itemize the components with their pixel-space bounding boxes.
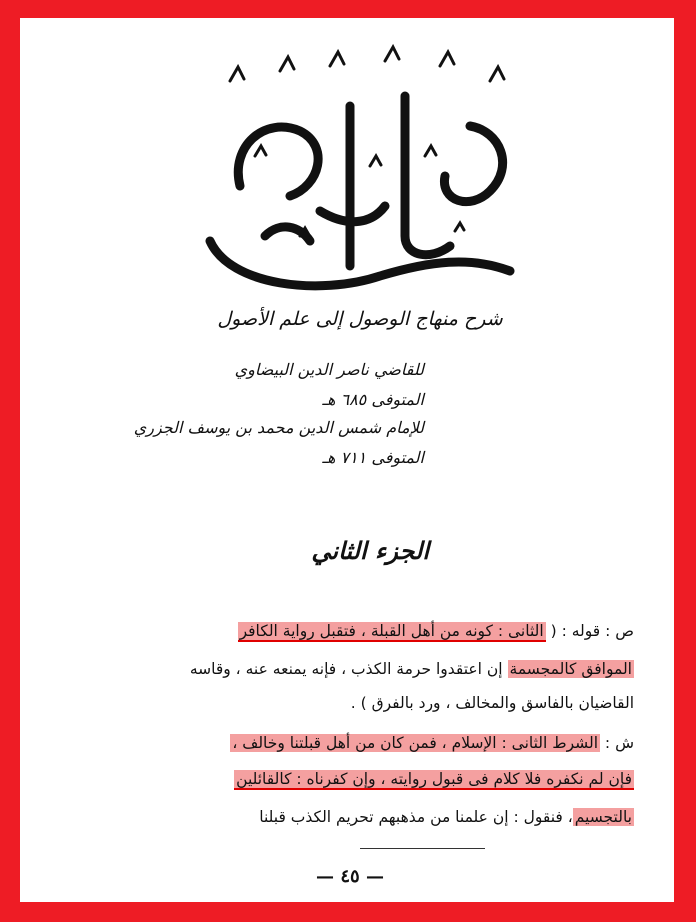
part-title: الجزء الثاني <box>311 536 429 565</box>
text-line-6 <box>75 802 634 832</box>
text-line-5 <box>75 764 634 794</box>
highlighted-text: الشرط الثانى : الإسلام ، فمن كان من أهل قبلتنا وخالف ، <box>232 734 598 752</box>
document-page <box>20 18 674 902</box>
text-line-3: القاضيان بالفاسق والمخالف ، ورد بالفرق ) . <box>350 694 634 712</box>
author2-death: المتوفى ٧١١ هـ <box>322 448 424 467</box>
text-line-1 <box>75 616 634 646</box>
calligraphy-title-art <box>170 36 550 311</box>
author1-death: المتوفى ٦٨٥ هـ <box>322 390 424 409</box>
text-segment: ش : <box>600 734 634 752</box>
highlighted-text: الثانى : كونه من أهل القبلة ، فتقبل رواية الكافر <box>239 622 544 640</box>
author1-name: للقاضي ناصر الدين البيضاوي <box>234 360 424 379</box>
book-subtitle: شرح منهاج الوصول إلى علم الأصول <box>217 308 503 330</box>
author2-name: للإمام شمس الدين محمد بن يوسف الجزري <box>133 418 424 437</box>
footnote-divider <box>360 848 485 849</box>
text-segment: ، فنقول : إن علمنا من مذهبهم تحريم الكذب قبلنا <box>259 808 573 826</box>
highlighted-text: فإن لم نكفره فلا كلام فى قبول روايته ، وإن كفرناه : كالقائلين <box>236 770 632 788</box>
text-segment: إن اعتقدوا حرمة الكذب ، فإنه يمنعه عنه ، وقاسه <box>189 660 508 678</box>
highlighted-text: بالتجسيم <box>574 808 632 826</box>
text-line-4 <box>75 728 634 758</box>
page-number: — ٤٥ — <box>316 866 384 887</box>
text-line-2 <box>75 654 634 684</box>
highlighted-text: الموافق كالمجسمة <box>509 660 632 678</box>
text-segment: ص : قوله : ( <box>550 622 634 640</box>
